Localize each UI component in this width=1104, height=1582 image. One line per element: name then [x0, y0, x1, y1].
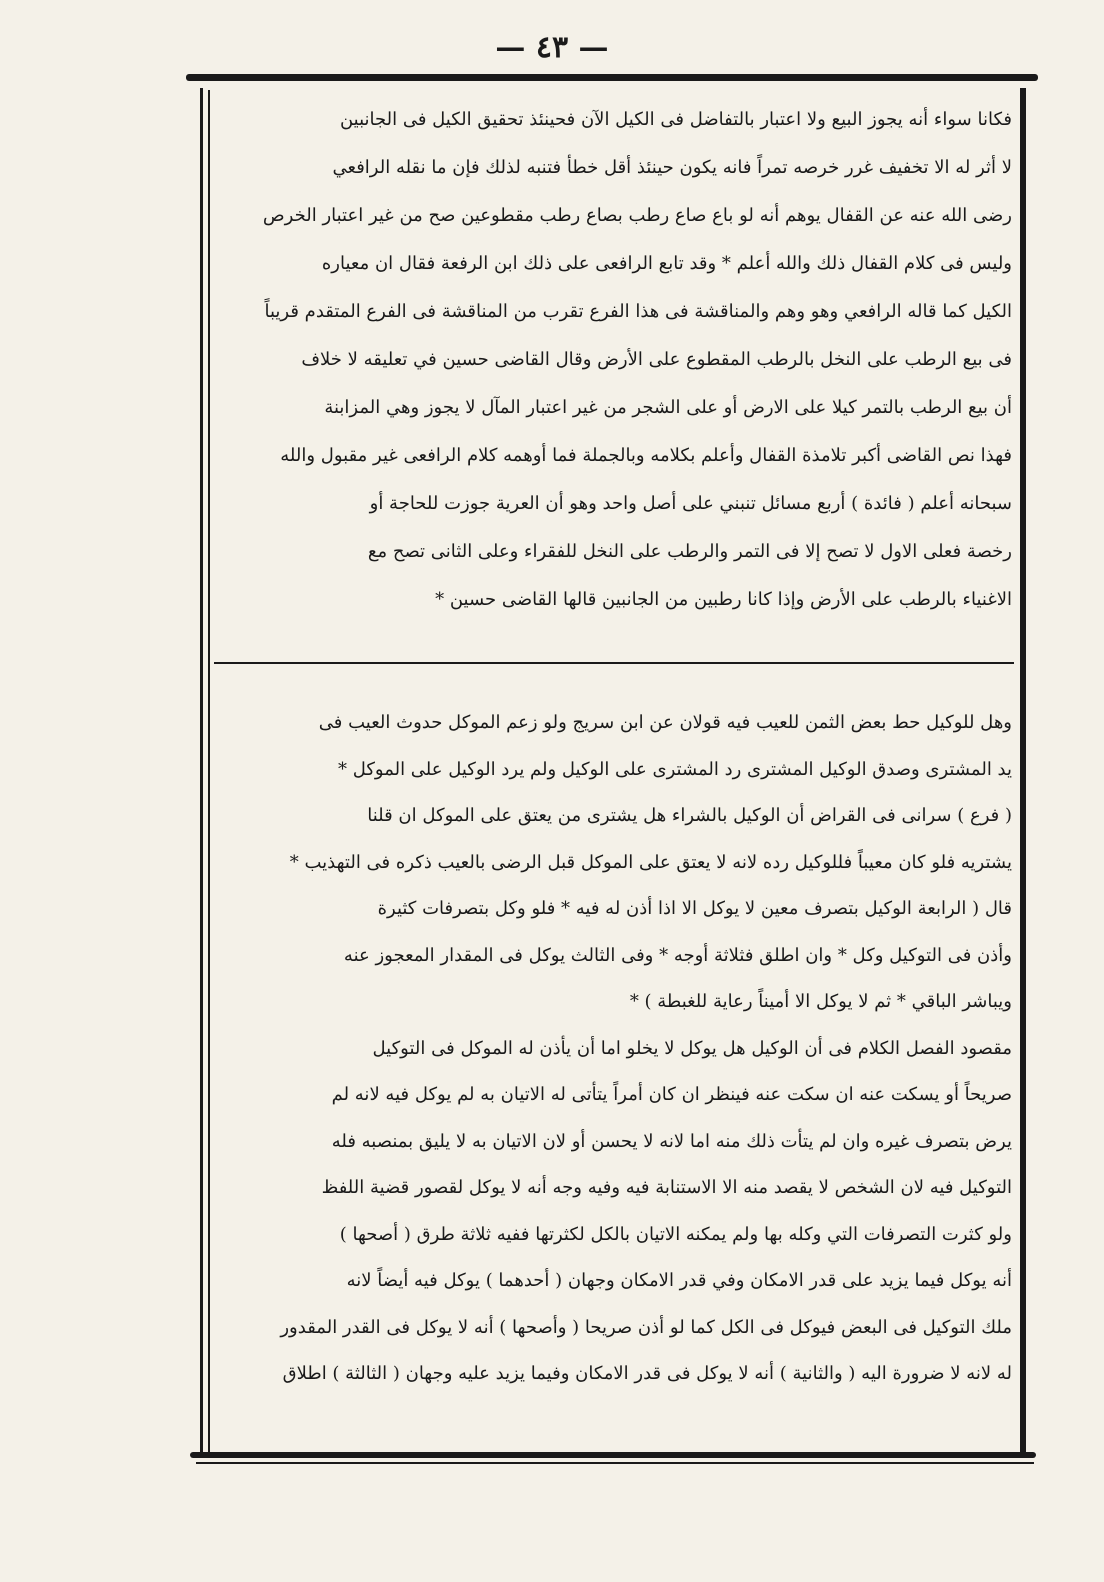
- text-line: له لانه لا ضرورة اليه ( والثانية ) أنه لا يوكل فى قدر الامكان وفيما يزيد عليه وجهان ( الثالثة ) اطلاق: [282, 1363, 1012, 1384]
- frame-inner-rule: [208, 90, 210, 1455]
- text-line: يرض بتصرف غيره وان لم يتأت ذلك منه اما لانه لا يحسن أو لان الاتيان به لا يليق بمنصبه فله: [331, 1130, 1012, 1152]
- text-line: فهذا نص القاضى أكبر تلامذة القفال وأعلم بكلامه وبالجملة فما أوهمه كلام الرافعى غير مقبول والله: [280, 445, 1012, 466]
- text-line: لا أثر له الا تخفيف غرر خرصه تمراً فانه يكون حينئذ أقل خطأ فتنبه لذلك فإن ما نقله الرافعي: [332, 157, 1012, 178]
- text-line: رخصة فعلى الاول لا تصح إلا فى التمر والرطب على النخل للفقراء وعلى الثانى تصح مع: [367, 541, 1012, 562]
- text-line: الكيل كما قاله الرافعي وهو وهم والمناقشة فى هذا الفرع تقرب من المناقشة فى الفرع المتقدم قريباً: [264, 301, 1012, 322]
- text-line: التوكيل فيه لان الشخص لا يقصد منه الا الاستنابة فيه وفيه وجه أنه لا يوكل لقصور قضية اللفظ: [321, 1177, 1012, 1198]
- text-line: ويباشر الباقي * ثم لا يوكل الا أميناً رعاية للغبطة ) *: [629, 991, 1012, 1012]
- text-line: وهل للوكيل حط بعض الثمن للعيب فيه قولان عن ابن سريج ولو زعم الموكل حدوث العيب فى: [318, 712, 1012, 733]
- text-line: رضى الله عنه عن القفال يوهم أنه لو باع صاع رطب بصاع رطب مقطوعين صح من غير اعتبار الخرص: [262, 205, 1012, 226]
- page-number: — ٤٣ —: [495, 30, 609, 65]
- text-line: وأذن فى التوكيل وكل * وان اطلق فثلاثة أوجه * وفى الثالث يوكل فى المقدار المعجوز عنه: [343, 944, 1012, 966]
- text-line: وليس فى كلام القفال ذلك والله أعلم * وقد تابع الرافعى على ذلك ابن الرفعة فقال ان معياره: [321, 253, 1012, 274]
- text-line: أن بيع الرطب بالتمر كيلا على الارض أو على الشجر من غير اعتبار المآل لا يجوز وهي المزابنة: [324, 397, 1012, 418]
- text-line: يشتريه فلو كان معيباً فللوكيل رده لانه لا يعتق على الموكل قبل الرضى بالعيب ذكره فى التهذيب *: [289, 851, 1012, 873]
- section-divider: [214, 662, 1014, 664]
- frame-bottom-thin-rule: [196, 1462, 1034, 1464]
- lower-text-block: [222, 700, 1012, 1398]
- frame-bottom-rule: [190, 1452, 1036, 1458]
- text-line: أنه يوكل فيما يزيد على قدر الامكان وفي قدر الامكان وجهان ( أحدهما ) يوكل فيه أيضاً لانه: [346, 1270, 1012, 1291]
- text-line: الاغنياء بالرطب على الأرض وإذا كانا رطبين من الجانبين قالها القاضى حسين *: [435, 589, 1012, 610]
- text-line: مقصود الفصل الكلام فى أن الوكيل هل يوكل لا يخلو اما أن يأذن له الموكل فى التوكيل: [372, 1037, 1012, 1059]
- text-line: سبحانه أعلم ( فائدة ) أربع مسائل تنبني على أصل واحد وهو أن العرية جوزت للحاجة أو: [369, 493, 1012, 514]
- frame-top-rule: [186, 74, 1038, 81]
- text-line: ولو كثرت التصرفات التي وكله بها ولم يمكنه الاتيان بالكل لكثرتها ففيه ثلاثة طرق ( أصحها ): [339, 1223, 1012, 1245]
- upper-text-block: [222, 96, 1012, 624]
- text-line: فكانا سواء أنه يجوز البيع ولا اعتبار بالتفاضل فى الكيل الآن فحينئذ تحقيق الكيل فى الجانبين: [339, 109, 1012, 130]
- text-line: ( فرع ) سرانى فى القراض أن الوكيل بالشراء هل يشترى من يعتق على الموكل ان قلنا: [367, 805, 1012, 826]
- text-line: فى بيع الرطب على النخل بالرطب المقطوع على الأرض وقال القاضى حسين في تعليقه لا خلاف: [301, 349, 1012, 370]
- text-line: صريحاً أو يسكت عنه ان سكت عنه فينظر ان كان أمراً يتأتى له الاتيان به لم يوكل فيه لانه لم: [331, 1084, 1012, 1105]
- text-line: يد المشترى وصدق الوكيل المشترى رد المشترى على الوكيل ولم يرد الوكيل على الموكل *: [337, 758, 1012, 780]
- text-line: ملك التوكيل فى البعض فيوكل فى الكل كما لو أذن صريحا ( وأصحها ) أنه لا يوكل فى القدر المقدور: [280, 1316, 1012, 1338]
- text-line: قال ( الرابعة الوكيل بتصرف معين لا يوكل الا اذا أذن له فيه * فلو وكل بتصرفات كثيرة: [377, 898, 1012, 919]
